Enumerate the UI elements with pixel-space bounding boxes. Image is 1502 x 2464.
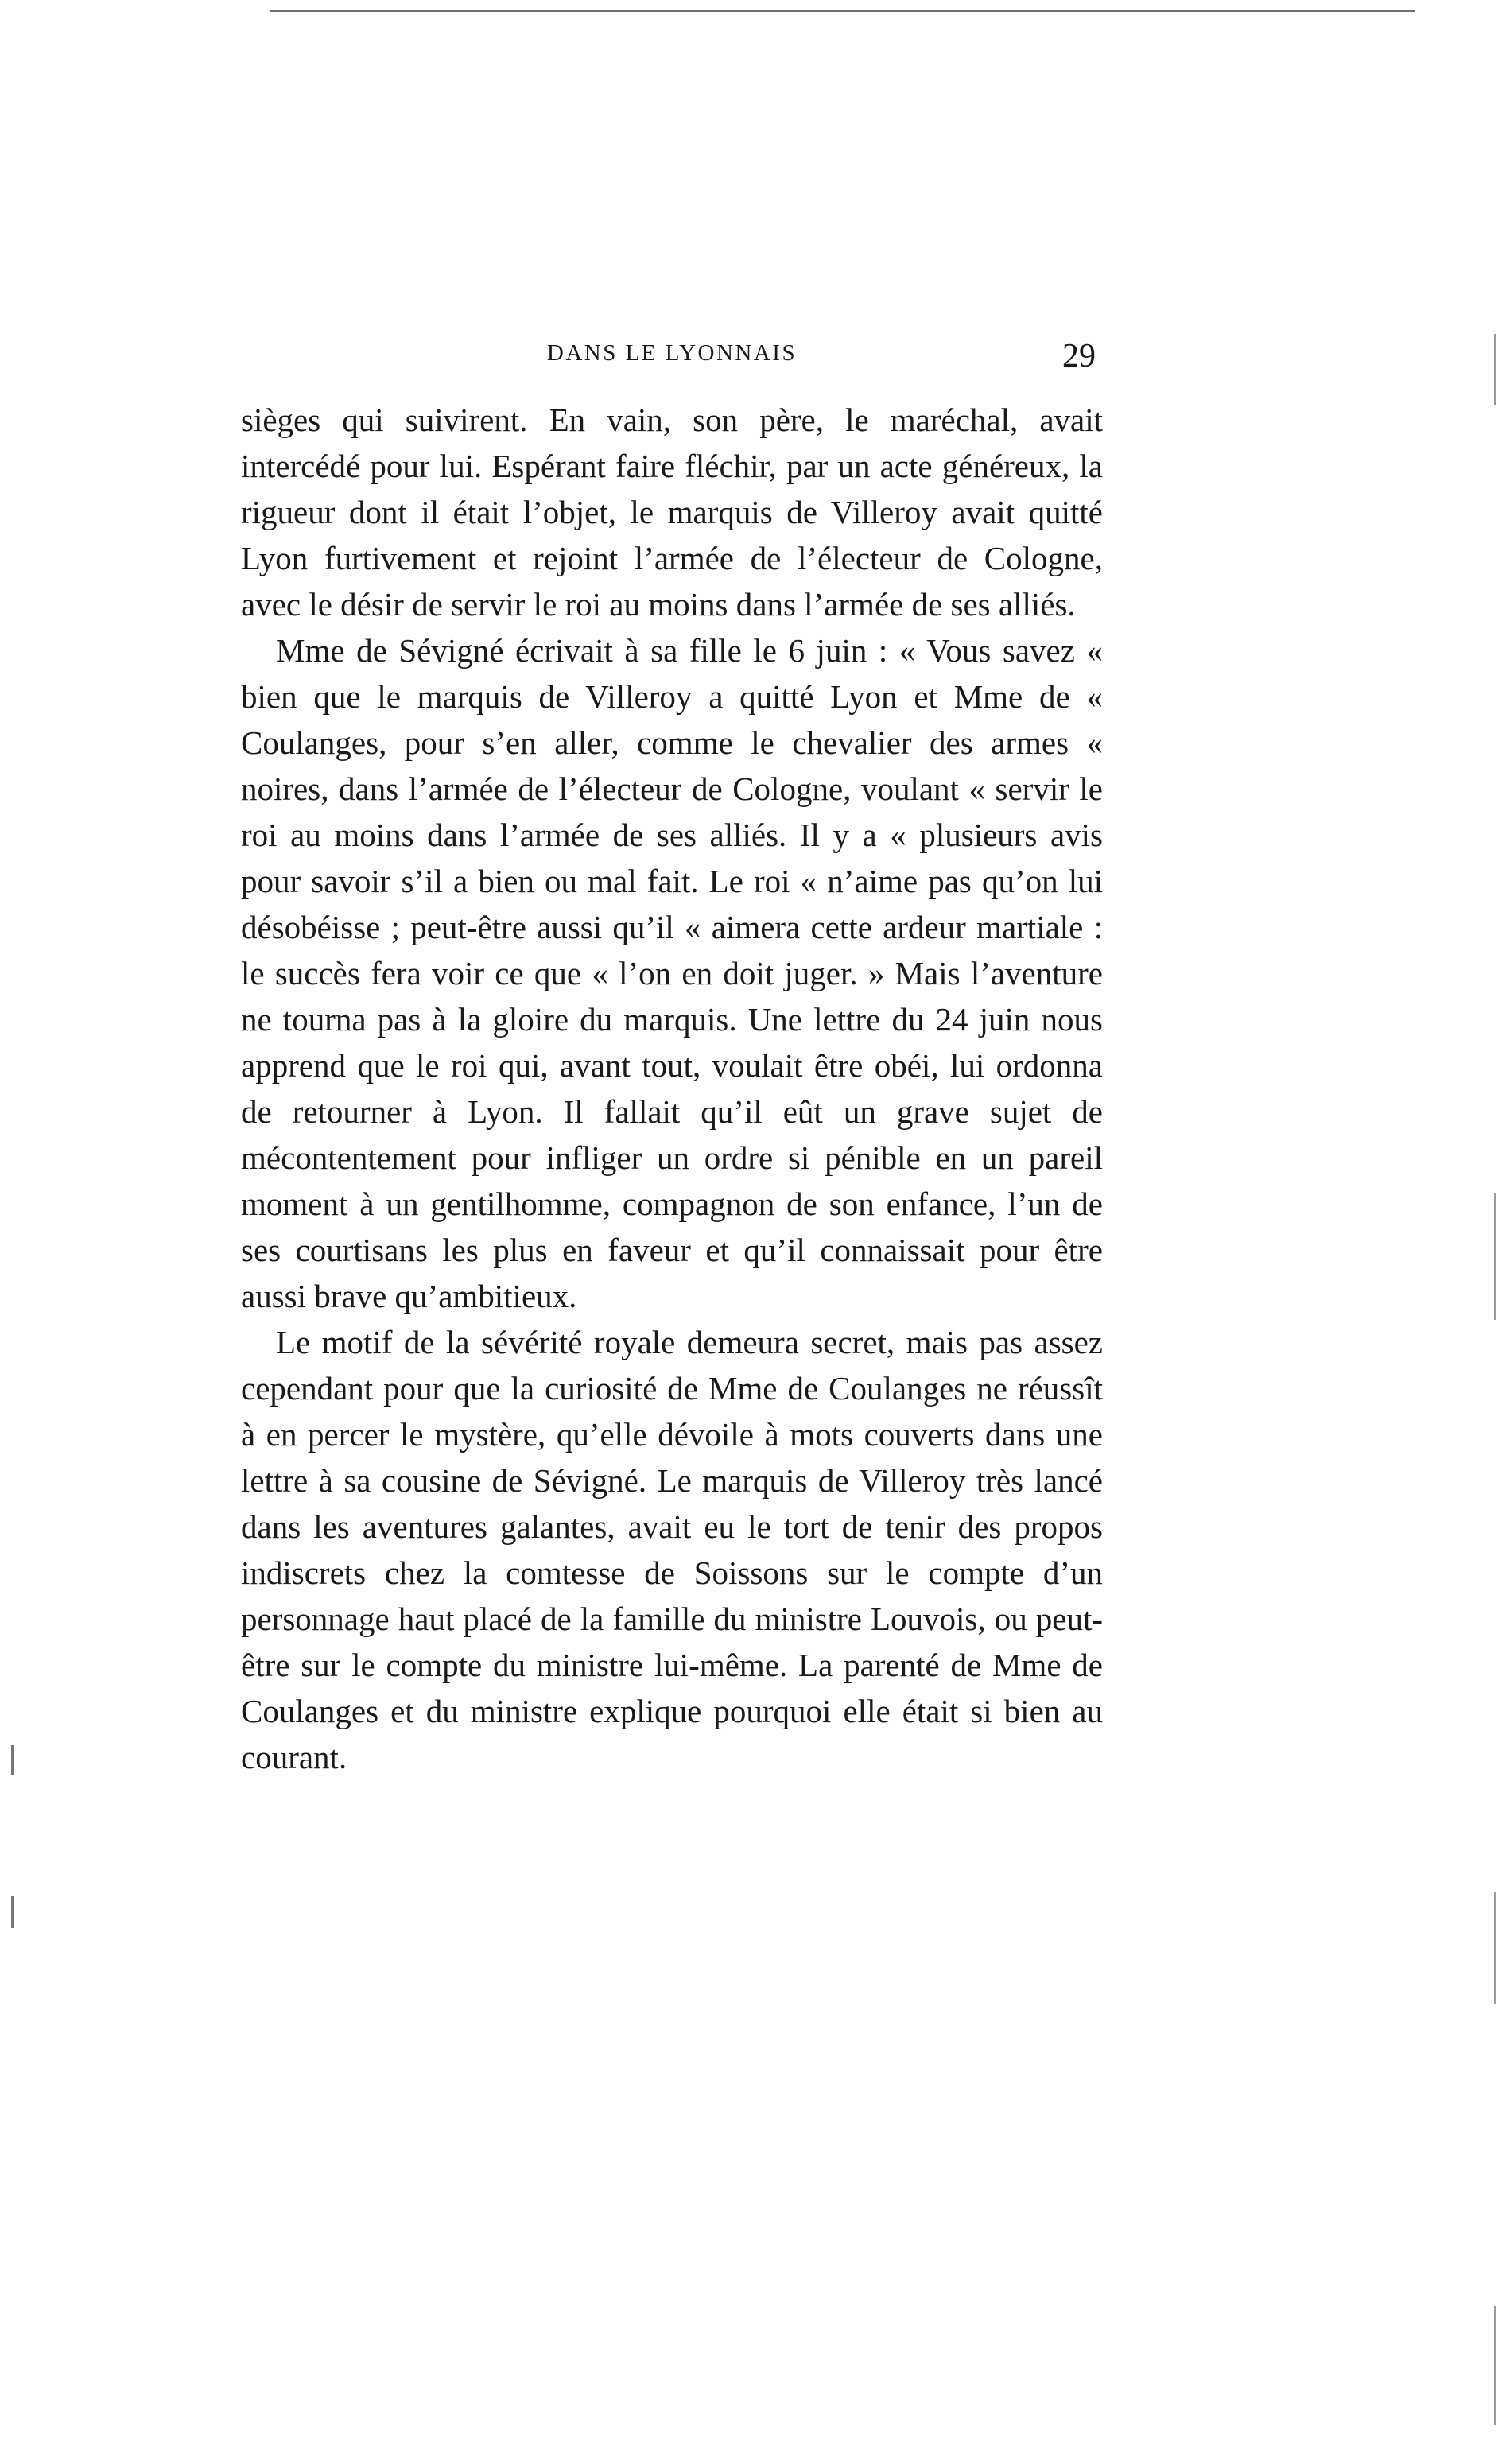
scan-edge-left (11, 1896, 14, 1928)
scan-edge-right (1494, 2306, 1496, 2425)
scan-edge-right (1494, 334, 1496, 405)
page-header (239, 337, 1105, 385)
scan-edge-left (11, 1745, 14, 1775)
paragraph-2: Mme de Sévigné écrivait à sa fille le 6 juin : « Vous savez « bien que le marquis de Villeroy a quitté Lyon et Mme de « Coulanges, pour s’en aller, comme le chevalier des armes « noires, dans l’armée de l’électeur de Cologne, voulant « servir le roi au moins dans l’armée de ses alliés. Il y a « plusieurs avis pour savoir s’il a bien ou mal fait. Le roi « n’aime pas qu’on lui désobéisse ; peut-être aussi qu’il « aimera cette ardeur martiale : le succès fera voir ce que « l’on en doit juger. » Mais l’aventure ne tourna pas à la gloire du marquis. Une lettre du 24 juin nous apprend que le roi qui, avant tout, voulait être obéi, lui ordonna de retourner à Lyon. Il fallait qu’il eût un grave sujet de mécontentement pour infliger un ordre si pénible en un pareil moment à un gentilhomme, compagnon de son enfance, l’un de ses courtisans les plus en faveur et qu’il connaissait pour être aussi brave qu’ambitieux. (241, 632, 1103, 1314)
scan-edge-right (1494, 1193, 1496, 1320)
paragraph-1: sièges qui suivirent. En vain, son père, le maréchal, avait intercédé pour lui. Espérant faire fléchir, par un acte généreux, la rigueur dont il était l’objet, le marquis de Villeroy avait quitté Lyon furtivement et rejoint l’armée de l’électeur de Cologne, avec le désir de servir le roi au moins dans l’armée de ses alliés. (241, 402, 1103, 623)
running-head: DANS LE LYONNAIS (546, 340, 798, 366)
scan-edge-right (1494, 1892, 1496, 2004)
paragraph-3: Le motif de la sévérité royale demeura secret, mais pas assez cependant pour que la curiosité de Mme de Coulanges ne réussît à en percer le mystère, qu’elle dévoile à mots couverts dans une lettre à sa cousine de Sévigné. Le marquis de Villeroy très lancé dans les aventures galantes, avait eu le tort de tenir des propos indiscrets chez la comtesse de Soissons sur le compte d’un personnage haut placé de la famille du ministre Louvois, ou peut-être sur le compte du ministre lui-même. La parenté de Mme de Coulanges et du ministre explique pourquoi elle était si bien au courant. (241, 1324, 1103, 1775)
body-text (241, 397, 1103, 1780)
page-number: 29 (1062, 338, 1096, 374)
scan-edge-top (270, 10, 1415, 12)
